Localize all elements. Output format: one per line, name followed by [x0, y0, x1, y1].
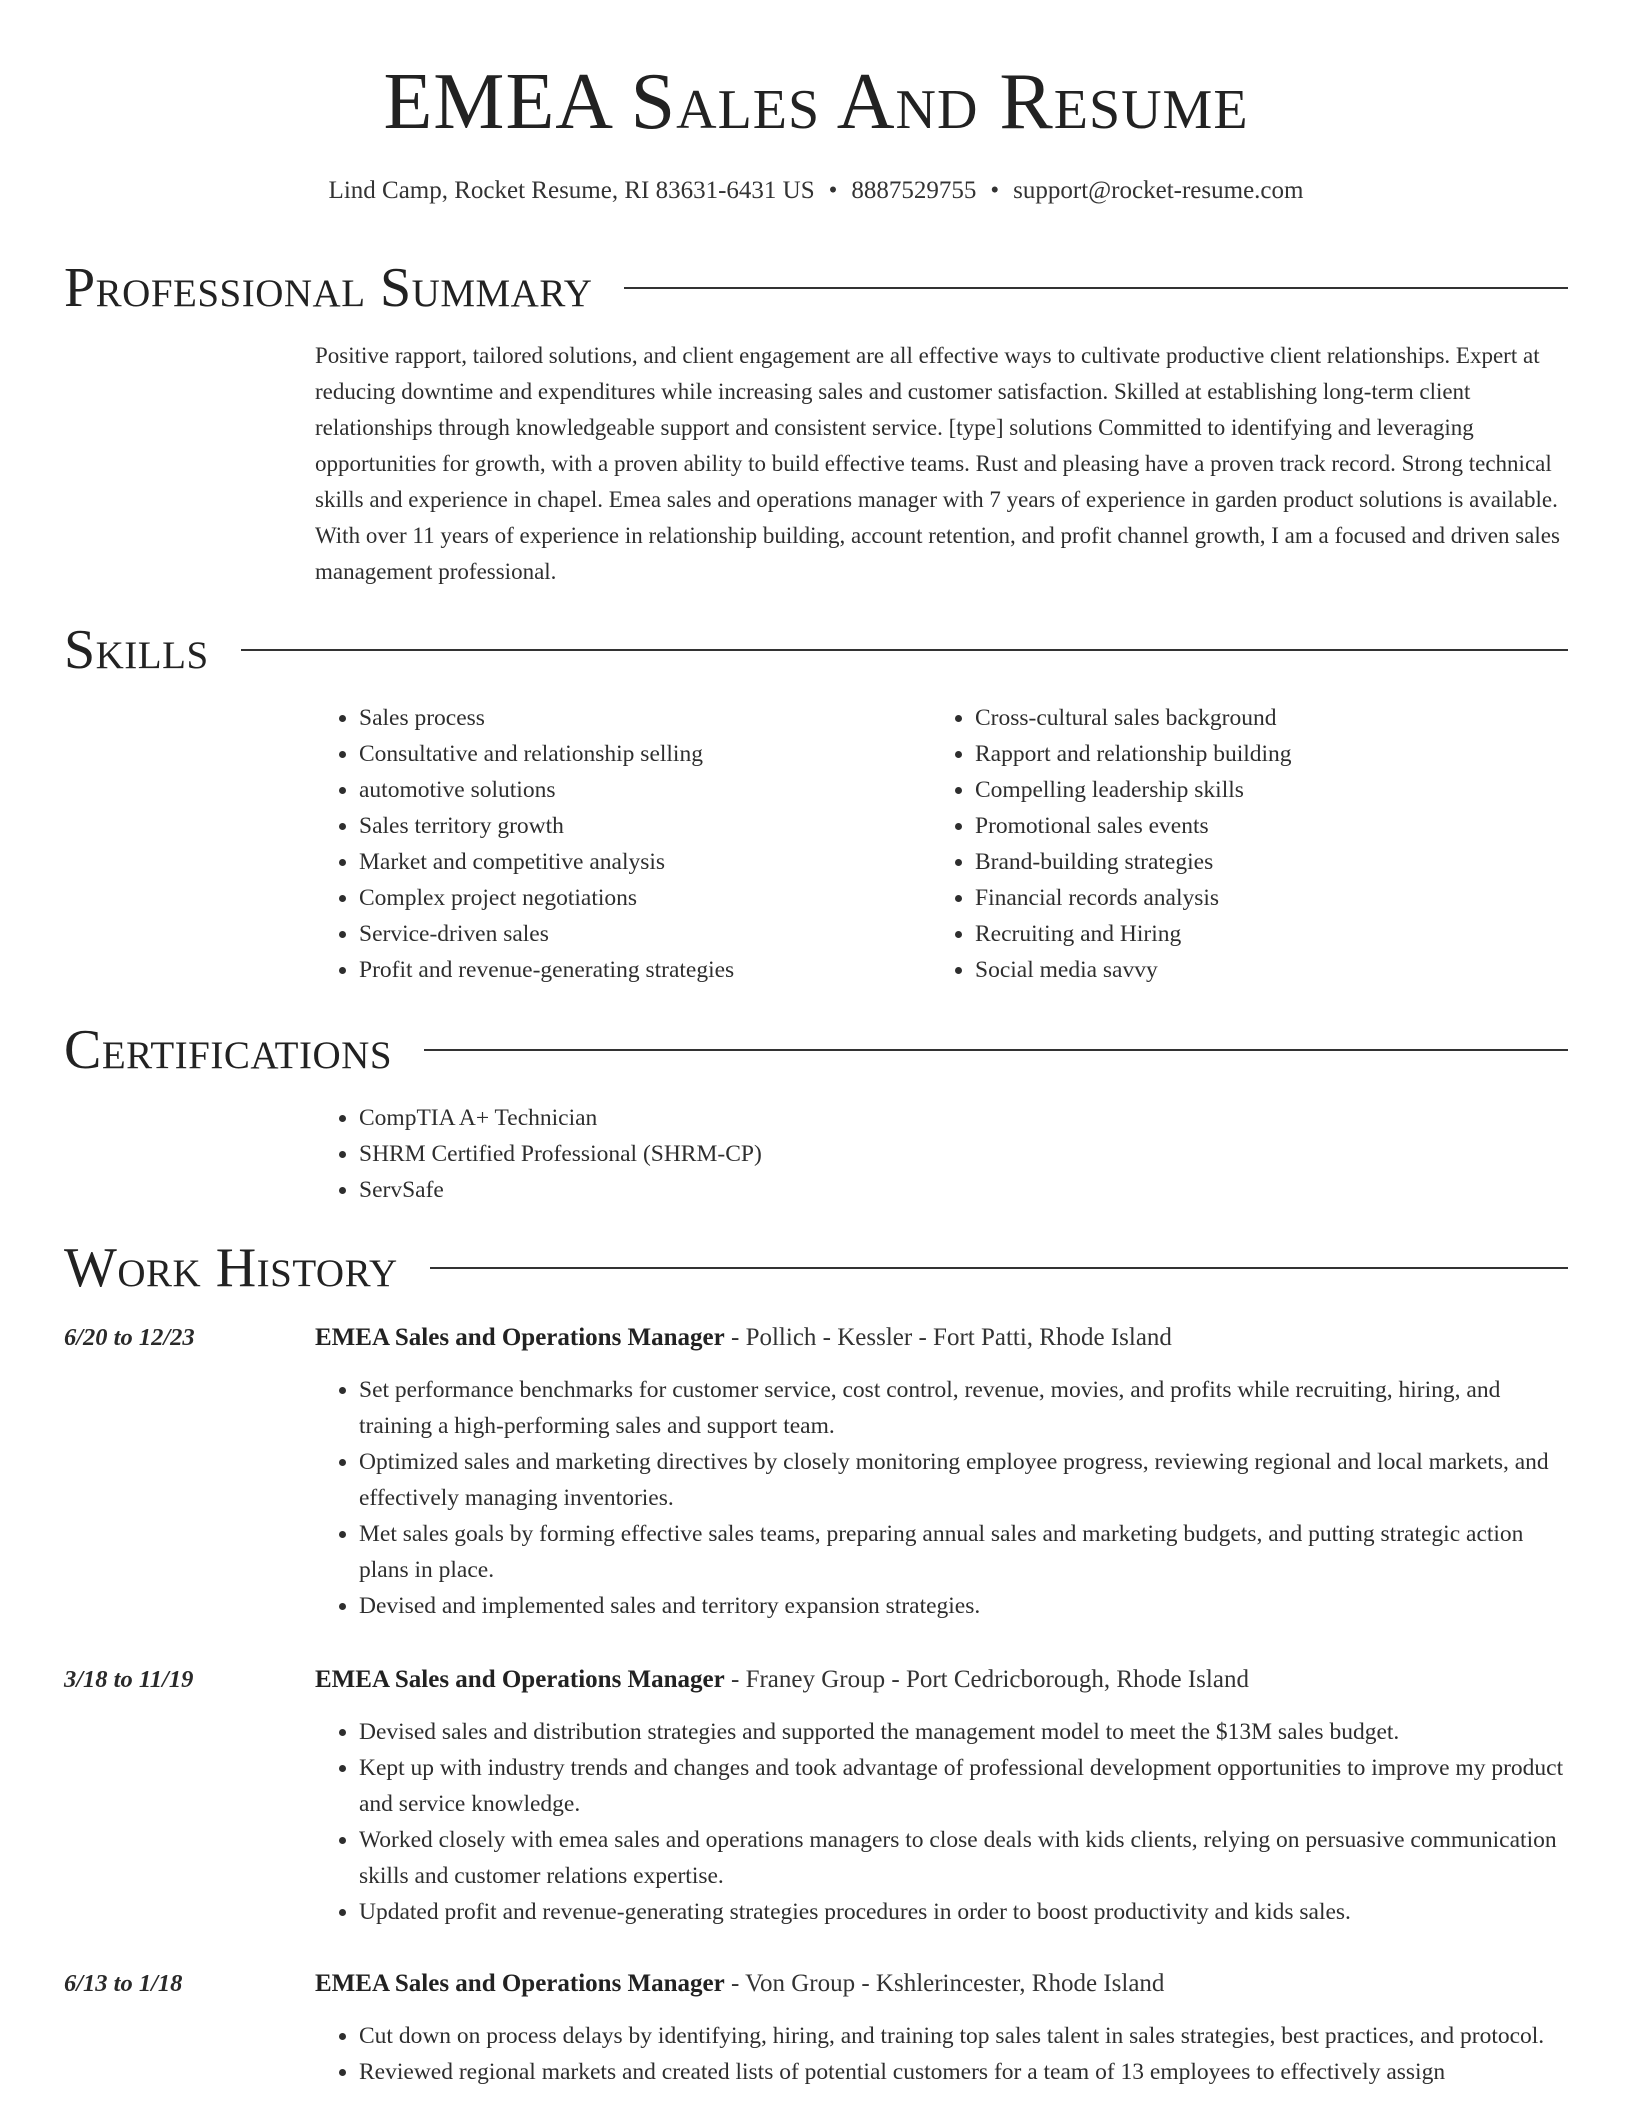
- section-divider: [241, 649, 1568, 651]
- job-bullet: • Devised and implemented sales and territory expansion strategies.: [359, 1588, 1569, 1624]
- job-dates: 6/13 to 1/18: [64, 1970, 183, 1997]
- skills-column-right: [931, 700, 1521, 988]
- skills-column-left: [315, 700, 905, 988]
- skill-item: • Financial records analysis: [975, 880, 1521, 916]
- job-bullet: • Kept up with industry trends and changes and took advantage of professional development opportunities to improve my product and service knowledge.: [359, 1750, 1569, 1822]
- job-bullet: • Worked closely with emea sales and operations managers to close deals with kids clients, relying on persuasive communication skills and customer relations expertise.: [359, 1822, 1569, 1894]
- skill-item: • Sales territory growth: [359, 808, 905, 844]
- section-divider: [424, 1049, 1568, 1051]
- section-divider: [430, 1267, 1568, 1269]
- job-bullet: • Cut down on process delays by identifying, hiring, and training top sales talent in sales strategies, best practices, and protocol.: [359, 2018, 1569, 2054]
- certification-item: • CompTIA A+ Technician: [359, 1100, 1515, 1136]
- contact-address: Lind Camp, Rocket Resume, RI 83631-6431 US: [328, 177, 815, 204]
- work-history-section-header: [64, 1238, 1568, 1298]
- skills-heading: Skills: [64, 619, 209, 681]
- job-bullets: [315, 2018, 1569, 2090]
- certification-item: • ServSafe: [359, 1172, 1515, 1208]
- skill-item: • Cross-cultural sales background: [975, 700, 1521, 736]
- skill-item: • Social media savvy: [975, 952, 1521, 988]
- job-bullet: • Set performance benchmarks for customer service, cost control, revenue, movies, and profits while recruiting, hiring, and training a high-performing sales and support team.: [359, 1372, 1569, 1444]
- job-title: EMEA Sales and Operations Manager: [315, 1666, 725, 1693]
- summary-section-header: [64, 258, 1568, 318]
- section-divider: [624, 287, 1568, 289]
- job-title-line: [315, 1966, 1575, 2002]
- skill-item: • Sales process: [359, 700, 905, 736]
- job-bullet: • Met sales goals by forming effective sales teams, preparing annual sales and marketing budgets, and putting strategic action plans in place.: [359, 1516, 1569, 1588]
- skill-item: • Rapport and relationship building: [975, 736, 1521, 772]
- certifications-list: [315, 1100, 1515, 1208]
- job-bullets: [315, 1714, 1569, 1930]
- job-title-line: [315, 1320, 1575, 1356]
- job-bullet: • Updated profit and revenue-generating strategies procedures in order to boost productivity and kids sales.: [359, 1894, 1569, 1930]
- skill-item: • Promotional sales events: [975, 808, 1521, 844]
- contact-phone: 8887529755: [851, 177, 977, 204]
- certification-item: • SHRM Certified Professional (SHRM-CP): [359, 1136, 1515, 1172]
- skill-item: • Profit and revenue-generating strategies: [359, 952, 905, 988]
- job-employer-location: - Franey Group - Port Cedricborough, Rhode Island: [724, 1666, 1249, 1693]
- contact-email: support@rocket-resume.com: [1013, 177, 1304, 204]
- contact-separator: •: [990, 177, 1000, 204]
- skills-section-header: [64, 620, 1568, 680]
- skills-list-left: [315, 700, 905, 988]
- job-dates: 6/20 to 12/23: [64, 1324, 195, 1351]
- work-history-heading: Work History: [64, 1237, 398, 1299]
- skill-item: • Complex project negotiations: [359, 880, 905, 916]
- job-bullet: • Reviewed regional markets and created lists of potential customers for a team of 13 employees to effectively assign: [359, 2054, 1569, 2090]
- job-title: EMEA Sales and Operations Manager: [315, 1324, 725, 1351]
- skill-item: • Consultative and relationship selling: [359, 736, 905, 772]
- job-title: EMEA Sales and Operations Manager: [315, 1970, 725, 1997]
- job-bullet: • Devised sales and distribution strategies and supported the management model to meet the $13M sales budget.: [359, 1714, 1569, 1750]
- certifications-block: [315, 1100, 1515, 1208]
- skill-item: • Compelling leadership skills: [975, 772, 1521, 808]
- summary-heading: Professional Summary: [64, 257, 593, 319]
- candidate-name: EMEA Sales And Resume: [383, 58, 1249, 146]
- job-bullet: • Optimized sales and marketing directives by closely monitoring employee progress, reviewing regional and local markets, and effectively managing inventories.: [359, 1444, 1569, 1516]
- skill-item: • Brand-building strategies: [975, 844, 1521, 880]
- certifications-section-header: [64, 1020, 1568, 1080]
- job-dates: 3/18 to 11/19: [64, 1666, 194, 1693]
- certifications-heading: Certifications: [64, 1019, 393, 1081]
- job-title-line: [315, 1662, 1575, 1698]
- contact-line: [0, 174, 1632, 208]
- skill-item: • automotive solutions: [359, 772, 905, 808]
- job-bullets: [315, 1372, 1569, 1624]
- skill-item: • Market and competitive analysis: [359, 844, 905, 880]
- job-employer-location: - Pollich - Kessler - Fort Patti, Rhode Island: [724, 1324, 1172, 1351]
- job-employer-location: - Von Group - Kshlerincester, Rhode Island: [724, 1970, 1165, 1997]
- summary-text: Positive rapport, tailored solutions, and client engagement are all effective ways to cultivate productive client relationships. Expert at reducing downtime and expenditures while increasing sales and customer satisfaction. Skilled at establishing long-term client relationships through knowledgeable support and consistent service. [type] solutions Committed to identifying and leveraging opportunities for growth, with a proven ability to build effective teams. Rust and pleasing have a proven track record. Strong technical skills and experience in chapel. Emea sales and operations manager with 7 years of experience in garden product solutions is available. With over 11 years of experience in relationship building, account retention, and profit channel growth, I am a focused and driven sales management professional.: [315, 343, 1560, 584]
- skill-item: • Service-driven sales: [359, 916, 905, 952]
- contact-separator: •: [828, 177, 838, 204]
- skill-item: • Recruiting and Hiring: [975, 916, 1521, 952]
- skills-list-right: [931, 700, 1521, 988]
